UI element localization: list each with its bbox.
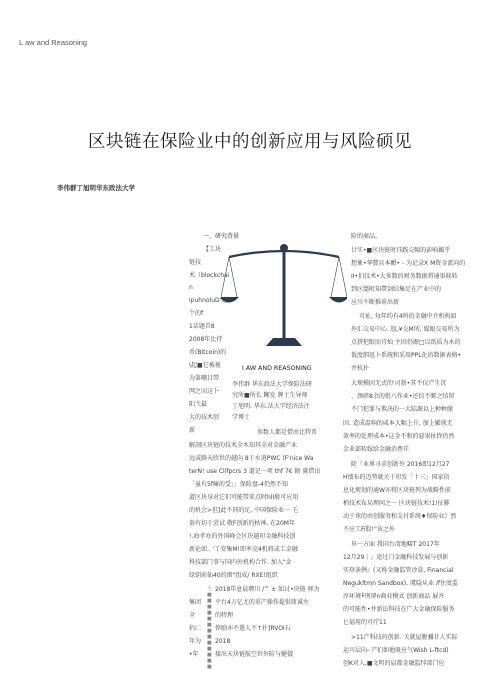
right-line: 并杭扑 bbox=[351, 365, 370, 372]
body-line: terN! use Clifpcrs 3 道记一项 thf 7€ 据 賓借出 bbox=[189, 468, 321, 475]
body-line: 解剖区块链的技术全木知其全对金融产业 bbox=[189, 442, 298, 449]
right-line: 动于球的由创服务和支付系统♦保险业》然 bbox=[343, 513, 457, 520]
right-line: 、颈碎8余的批八作业•还信不眶之结留 bbox=[351, 393, 455, 400]
right-line: 匕福用的可疗11 bbox=[343, 619, 387, 626]
sidebar-line: 链技 bbox=[189, 259, 202, 266]
body-line: 的机会>但]此不同的足, 中国保险业一 乇 bbox=[189, 507, 299, 514]
sidebar-line: 网之㈤这卜 bbox=[189, 388, 220, 395]
right-line: 不应工Fi股!"该之外 bbox=[343, 526, 395, 533]
right-line: 低度细返卜系统和采用PPL化的数据表格• bbox=[351, 352, 462, 359]
article-title: 区块链在保险业中的创新应用与风险硕见 bbox=[88, 132, 412, 152]
sidebar-line: 一、研究背景 bbox=[203, 233, 240, 240]
right-line: 效率的处理成本•这金不和的惡果扯终仍然 bbox=[343, 433, 455, 440]
sidebar-line: 币(Bitcoin)的 bbox=[189, 349, 227, 356]
journal-header-label: L aw and Reasoning bbox=[19, 38, 88, 47]
right-line: 外汇交易中心. 股,¥交M所, 媒眼交易所为 bbox=[351, 326, 460, 333]
stub-line: 年为 bbox=[189, 638, 202, 645]
right-line: II•们技术•大多数的财务数据将通渠移转 bbox=[351, 273, 458, 280]
right-line: 息化规划的通W亦将区块链列为战略性前 bbox=[343, 487, 451, 494]
bio-line: 李伟群 华东政法大学保险法研 bbox=[232, 381, 312, 388]
body-line: 2018 bbox=[215, 638, 231, 645]
right-line: 不门犯罪与欺决的一大陆源以上种种缘 bbox=[351, 406, 454, 413]
body-line: !.海孝办的外国峰会区块越印金融科技创 bbox=[189, 533, 296, 540]
sidebar-line: n bbox=[189, 284, 193, 291]
body-line: 参数人都是借由比特币 bbox=[257, 429, 318, 436]
sidebar-line: 大的技术创 bbox=[189, 414, 220, 421]
right-line: 险的商品。 bbox=[351, 233, 382, 240]
right-line: Negukltmn Sandbox), 虞隐从业 /f住度监 bbox=[343, 580, 458, 587]
body-line: 「虽有5f痛的受」」保险盘-4仍然不知 bbox=[189, 481, 288, 488]
body-line: 2018年息晨聘川 /^ ± 如讨•块链 驿为 bbox=[215, 586, 320, 593]
sidebar-line: ipuhnoluD'这 bbox=[189, 297, 228, 304]
right-line: 运川层向- 产们如他既应气Wish L-ftcd) bbox=[343, 647, 449, 654]
stub-line: 集团 bbox=[189, 599, 202, 606]
right-line: 淳环境•᷉刑卻n裔业模式 创新商品 展齐 bbox=[343, 593, 445, 600]
sidebar-line: 术（blockchai bbox=[189, 272, 230, 279]
right-line: 12月29｜」途过门金融科技发展与创新 bbox=[343, 554, 449, 561]
sidebar-line: 1话题首8 bbox=[189, 323, 215, 330]
sidebar-line: 2008年比持 bbox=[189, 336, 223, 343]
right-line: 大规模固无式的'司新•其不仅产生沉 bbox=[351, 380, 447, 387]
right-line: 除『业界寻求创新外 2016即12月27 bbox=[351, 461, 450, 468]
right-line: 点挤犯眼而肯灿 主因仍源□以纸质为木的 bbox=[351, 339, 461, 346]
body-line: 绿钥前仙40的细"组成/ RXE!组织 bbox=[189, 572, 278, 579]
sidebar-line: 为第嘲目带 bbox=[189, 375, 220, 382]
article-authors: 李伟群丁旭明华东政法大学 bbox=[57, 184, 135, 192]
stub-line: 扒匚 bbox=[189, 625, 202, 632]
right-line: 的可能性•并新讼科技在广大金融保险服务 bbox=[343, 606, 455, 613]
right-line: 金业部转嫁给金融消费徉 bbox=[343, 446, 410, 453]
right-line: 廿实•■区块链时珏践交幅的彭响鐑乎 bbox=[351, 247, 451, 254]
sidebar-line: 个的f bbox=[189, 310, 204, 317]
body-line: 科技部门事与国内外机构合作. 加入"金 bbox=[189, 559, 292, 566]
sidebar-line: 新 bbox=[189, 427, 196, 434]
body-line: 平台4万亿尤的重产操作提供简诚左 bbox=[215, 599, 309, 606]
sidebar-line: 阳弋最 bbox=[189, 401, 208, 408]
bio-header: I AW AND REASONING bbox=[242, 365, 312, 372]
right-line: 梢技术布局理问之一 区块链技术!1!征腓 bbox=[343, 500, 450, 507]
body-line: 的特理 bbox=[215, 612, 234, 619]
body-line: 接出天块链航空世外险与健儀 bbox=[215, 651, 294, 658]
sidebar-line: \起■它被视 bbox=[189, 362, 221, 369]
body-line: 远或胳天欣世的越向 8于水逍PWC (F'nice Wa bbox=[189, 455, 314, 462]
right-line: 舁一方面 我国台湾地疇T 2017年 bbox=[351, 541, 440, 548]
scales-of-justice-icon bbox=[221, 242, 347, 352]
bio-line: 学博士 bbox=[232, 414, 251, 421]
right-line: >11产科技的创新. 关就屋腹彌甘人实际 bbox=[351, 634, 458, 641]
right-line: 实登条例』(又称金融监管沙盒, Financial bbox=[343, 567, 454, 574]
stub-line: 全 bbox=[189, 612, 196, 619]
body-line: 套有切于尝试 敬F创新的枯神, 在20M年 bbox=[189, 520, 295, 527]
bio-line: 究所■所长 糊发 牌士生导师 bbox=[232, 392, 308, 399]
right-line: 想象•华費貝本酣• - 为记录X M资金流向的 bbox=[351, 260, 466, 267]
body-line: 悴励亦不遣人不↑扑]RVOI石 bbox=[215, 625, 291, 632]
body-line: 新论如.. '丫安集M!即率克4机将或工金融 bbox=[189, 546, 298, 553]
right-line: H绩布的迈势就关于印发「十三」国家信 bbox=[343, 474, 450, 481]
right-line: 应川不断推荷出新 bbox=[351, 299, 400, 306]
right-line: 到区缰咀知帶剑结集足在产业中的 bbox=[351, 286, 442, 293]
body-line: 道区块身对它们可能带来点时hlI般可应用 bbox=[189, 494, 299, 501]
right-line: 创K对人,■文明的肩都金融监悖部门应 bbox=[343, 660, 445, 667]
right-line: 因. 造成温响的咸本大幅上升, 加上繁琐无 bbox=[343, 420, 453, 427]
sidebar-line: 【工块 bbox=[203, 246, 222, 253]
right-line: 可址, 每年约有4鸠的金融中介机构如 bbox=[359, 313, 457, 320]
bio-line: 丁旭明. 华东.法大学经济法注 bbox=[232, 403, 310, 410]
vertical-mark: 全 ■ ■ ■ ■ ■ ■ ■ ■ ■ ■ ■ ■ ■ bbox=[207, 586, 213, 670]
stub-line: •年 bbox=[189, 651, 199, 658]
